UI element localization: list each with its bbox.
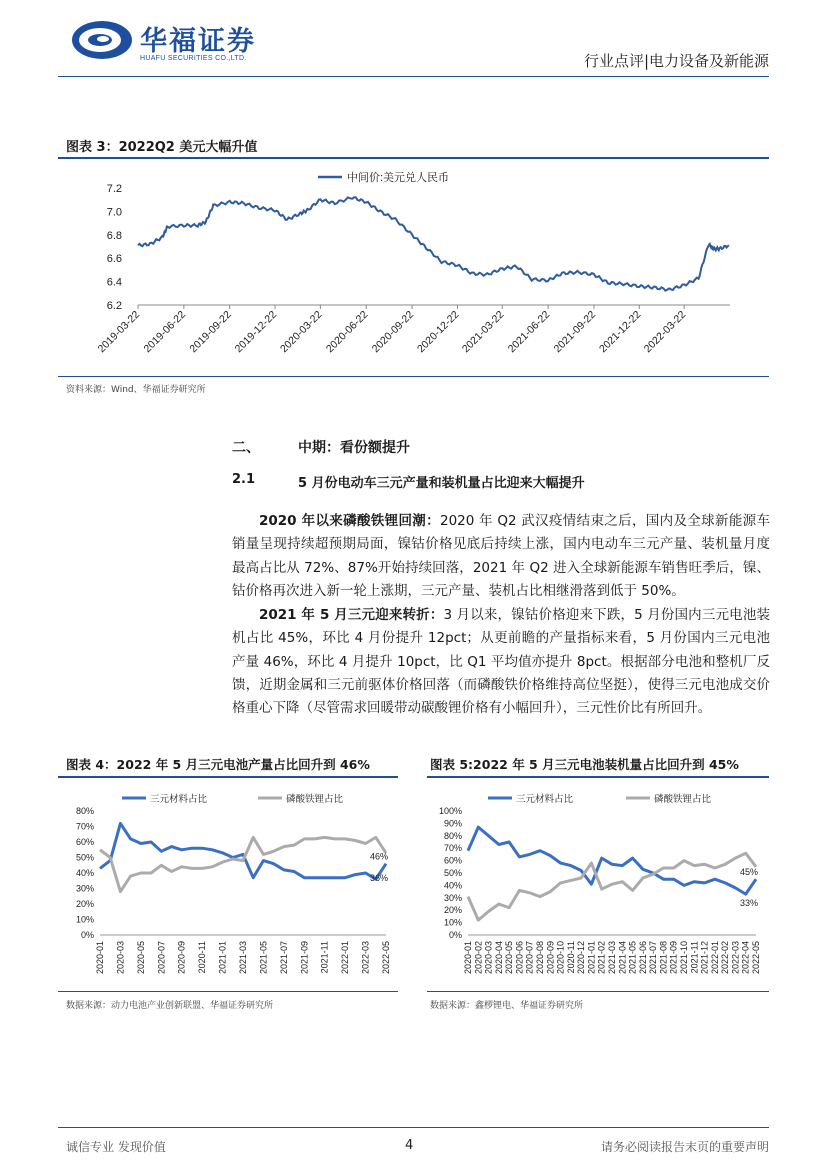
fig5-data-label: 45% <box>739 867 758 878</box>
paragraph-2 <box>232 604 770 720</box>
fig3-y-tick: 7.2 <box>106 183 122 195</box>
fig5-title: 图表 5:2022 年 5 月三元电池装机量占比回升到 45% <box>430 757 739 772</box>
fig3-x-tick: 2021-12-22 <box>596 308 644 356</box>
fig3-x-tick: 2019-06-22 <box>141 308 188 356</box>
fig5-x-tick: 2022-05 <box>751 941 761 975</box>
fig5-x-tick: 2021-03 <box>607 941 617 975</box>
fig3-chart <box>90 165 750 370</box>
fig5-y-tick: 100% <box>438 806 462 816</box>
fig5-x-tick: 2021-01 <box>586 941 597 975</box>
logo-name: 华福证券 <box>140 26 256 57</box>
fig4-x-tick: 2020-07 <box>156 941 167 975</box>
fig5-x-tick: 2020-09 <box>545 941 556 975</box>
fig5-data-label: 33% <box>739 898 758 909</box>
fig5-top-rule <box>427 776 769 778</box>
fig4-x-tick: 2020-05 <box>135 941 146 975</box>
fig4-y-tick: 0% <box>80 930 94 940</box>
fig3-top-rule <box>58 157 769 159</box>
fig5-x-tick: 2020-07 <box>524 941 535 975</box>
fig3-x-tick: 2019-09-22 <box>187 308 234 356</box>
fig5-x-tick: 2020-11 <box>565 941 576 974</box>
fig4-x-tick: 2020-01 <box>95 941 105 975</box>
fig4-title: 图表 4：2022 年 5 月三元电池产量占比回升到 46% <box>66 757 370 772</box>
fig5-y-tick: 30% <box>443 892 462 903</box>
fig5-y-tick: 20% <box>443 905 462 916</box>
fig4-y-tick: 10% <box>75 914 94 925</box>
paragraph-2-text: 3 月以来，镍钴价格迎来下跌，5 月份国内三元电池装机占比 45%，环比 4 月份提升 12pct；从更前瞻的产量指标来看，5 月份国内三元电池产量 46%，环比 4 月提升 10pct，比 Q1 平均值亦提升 8pct。根据部分电池和整机厂反馈，近期金属和三元前驱体价格回落（而磷酸铁价格维持高位坚挺），使得三元电池成交价格重心下降（尽管需求回暖带动碳酸锂价格有小幅回升），三元性价比有所回升。 <box>232 607 770 717</box>
section-heading: 中期：看份额提升 <box>298 440 410 456</box>
subsection-number: 2.1 <box>232 472 256 487</box>
fig4-data-label: 36% <box>369 873 388 884</box>
report-category: 行业点评|电力设备及新能源 <box>583 52 769 70</box>
fig5-y-tick: 60% <box>443 855 462 866</box>
footer-disclaimer: 请务必阅读报告末页的重要声明 <box>600 1140 769 1154</box>
fig4-source: 数据来源：动力电池产业创新联盟、华福证券研究所 <box>66 1001 274 1011</box>
fig4-x-tick: 2020-09 <box>176 941 187 975</box>
fig5-x-tick: 2020-10 <box>555 941 566 975</box>
fig5-y-tick: 50% <box>443 868 462 878</box>
fig3-source: 资料来源：Wind、华福证券研究所 <box>66 385 206 395</box>
fig5-y-tick: 80% <box>443 830 462 841</box>
fig5-source: 数据来源：鑫椤锂电、华福证券研究所 <box>430 1001 584 1011</box>
fig5-y-tick: 10% <box>443 917 462 928</box>
paragraph-1-lead: 2020 年以来磷酸铁锂回潮： <box>259 513 440 529</box>
fig4-bottom-rule <box>58 991 398 992</box>
fig3-y-tick: 6.4 <box>106 276 122 289</box>
fig3-legend-label: 中间价:美元兑人民币 <box>347 172 450 184</box>
fig4-x-tick: 2020-11 <box>197 941 208 974</box>
fig5-x-tick: 2022-03 <box>730 941 741 975</box>
fig4-y-tick: 80% <box>75 806 94 816</box>
fig5-x-tick: 2021-07 <box>648 941 659 975</box>
fig5-x-tick: 2021-06 <box>637 941 648 975</box>
fig4-series-line <box>100 837 386 891</box>
fig4-x-tick: 2021-01 <box>217 941 228 975</box>
company-logo <box>70 18 134 62</box>
fig5-x-tick: 2021-04 <box>617 941 628 975</box>
fig5-x-tick: 2020-05 <box>504 941 515 975</box>
fig3-x-tick: 2021-03-22 <box>459 308 507 356</box>
fig5-x-tick: 2021-11 <box>689 941 700 974</box>
logo-english: HUAFU SECURITIES CO.,LTD. <box>140 55 247 62</box>
fig3-y-tick: 7.0 <box>106 206 122 219</box>
section-number: 二、 <box>232 440 260 456</box>
subsection-heading: 5 月份电动车三元产量和装机量占比迎来大幅提升 <box>298 476 585 491</box>
fig5-x-tick: 2022-02 <box>720 941 731 975</box>
fig5-x-tick: 2021-02 <box>596 941 607 975</box>
fig4-x-tick: 2021-03 <box>238 941 248 975</box>
fig3-series-line <box>138 197 729 290</box>
fig4-x-tick: 2022-05 <box>381 941 391 975</box>
footer-divider <box>58 1127 769 1128</box>
fig3-x-tick: 2020-06-22 <box>323 308 371 356</box>
paragraph-1-text: 2020 年 Q2 武汉疫情结束之后，国内及全球新能源车销量呈现持续超预期局面，镍钴价格见底后持续上涨，国内电动车三元产量、装机量月度最高占比从 72%、87%开始持续回落，2021 年 Q2 进入全球新能源车销售旺季后，镍、钴价格再次进入新一轮上涨期，三元产量、装机占比相继滑落到低于 50%。 <box>232 513 770 599</box>
footer-slogan: 诚信专业 发现价值 <box>66 1140 166 1154</box>
fig4-y-tick: 20% <box>75 899 94 909</box>
fig4-x-tick: 2021-07 <box>278 941 289 975</box>
fig5-x-tick: 2020-12 <box>576 941 587 975</box>
fig3-x-tick: 2020-03-22 <box>278 308 325 356</box>
fig5-chart <box>430 785 768 985</box>
fig4-series-line <box>100 823 386 879</box>
fig5-x-tick: 2021-10 <box>679 941 689 975</box>
fig5-x-tick: 2020-08 <box>535 941 545 975</box>
fig4-x-tick: 2021-05 <box>258 941 269 975</box>
fig3-x-tick: 2020-09-22 <box>369 308 417 356</box>
fig4-x-tick: 2021-11 <box>319 941 330 974</box>
fig4-data-label: 46% <box>369 851 388 862</box>
fig4-top-rule <box>58 776 398 778</box>
fig5-legend-label: 磷酸铁锂占比 <box>654 794 712 805</box>
header-divider <box>58 76 769 77</box>
fig4-y-tick: 40% <box>75 868 94 878</box>
fig5-x-tick: 2020-01 <box>463 941 473 975</box>
fig5-x-tick: 2021-05 <box>627 941 638 975</box>
paragraph-2-lead: 2021 年 5 月三元迎来转折： <box>259 607 444 623</box>
fig5-x-tick: 2020-04 <box>493 941 504 975</box>
fig4-x-tick: 2021-09 <box>299 941 310 975</box>
fig4-y-tick: 30% <box>75 883 94 894</box>
fig4-legend-label: 三元材料占比 <box>150 794 208 805</box>
fig5-x-tick: 2021-12 <box>699 941 710 975</box>
fig5-legend-label: 三元材料占比 <box>516 794 574 805</box>
fig5-x-tick: 2020-06 <box>514 941 525 975</box>
fig5-y-tick: 0% <box>448 930 462 940</box>
fig5-y-tick: 70% <box>443 843 462 854</box>
fig3-x-tick: 2019-12-22 <box>232 308 280 356</box>
fig5-x-tick: 2020-02 <box>473 941 484 975</box>
paragraph-1 <box>232 510 770 603</box>
page-number: 4 <box>405 1138 414 1153</box>
fig4-x-tick: 2022-01 <box>340 941 351 975</box>
fig5-x-tick: 2021-09 <box>668 941 679 975</box>
fig5-x-tick: 2022-04 <box>740 941 751 975</box>
fig4-x-tick: 2020-03 <box>115 941 126 975</box>
fig3-y-tick: 6.8 <box>106 229 122 242</box>
fig3-title: 图表 3：2022Q2 美元大幅升值 <box>66 140 258 155</box>
fig5-x-tick: 2021-08 <box>658 941 669 975</box>
fig3-y-tick: 6.2 <box>106 300 122 312</box>
fig4-legend-label: 磷酸铁锂占比 <box>286 794 344 805</box>
fig5-x-tick: 2022-01 <box>709 941 720 975</box>
fig4-y-tick: 70% <box>75 821 94 832</box>
fig5-y-tick: 40% <box>443 880 462 891</box>
fig5-bottom-rule <box>427 991 769 992</box>
fig3-x-tick: 2020-12-22 <box>415 308 462 356</box>
fig3-bottom-rule <box>58 376 769 377</box>
fig3-x-tick: 2019-03-22 <box>95 308 143 356</box>
fig4-y-tick: 60% <box>75 837 94 847</box>
fig3-x-tick: 2021-06-22 <box>505 308 553 356</box>
fig5-x-tick: 2020-03 <box>483 941 494 975</box>
fig3-x-tick: 2021-09-22 <box>551 308 599 356</box>
fig5-y-tick: 90% <box>443 818 462 829</box>
fig4-chart <box>62 785 398 985</box>
fig4-y-tick: 50% <box>75 852 94 863</box>
fig3-y-tick: 6.6 <box>106 253 122 266</box>
fig4-x-tick: 2022-03 <box>360 941 371 975</box>
fig3-x-tick: 2022-03-22 <box>641 308 689 356</box>
